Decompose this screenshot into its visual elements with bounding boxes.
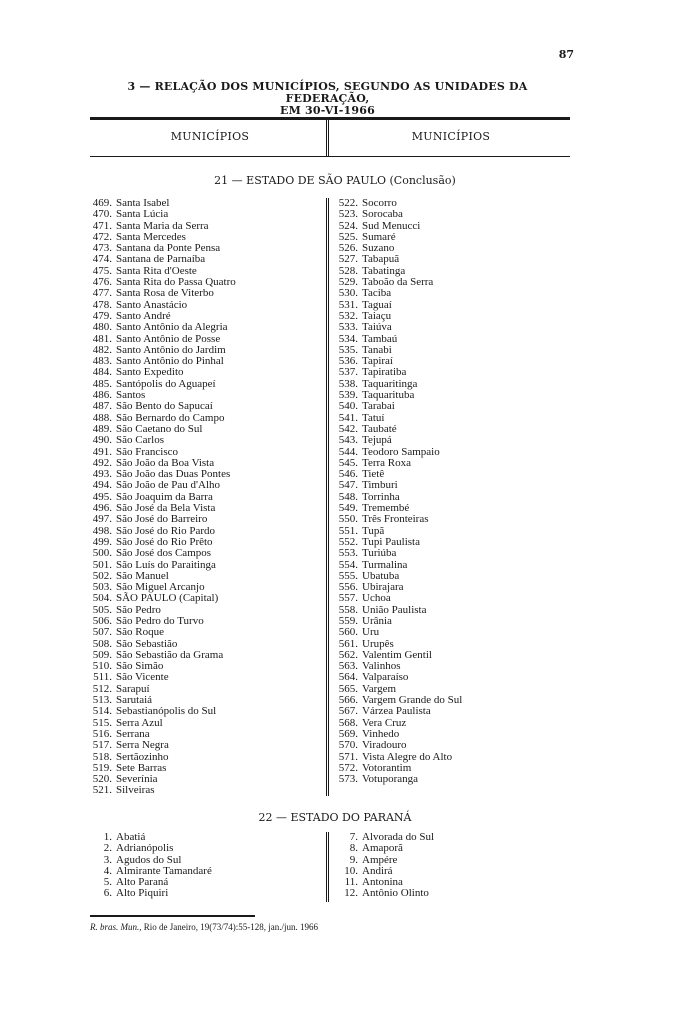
list-item-name: São Bento do Sapucaí <box>116 400 213 413</box>
list-item-name: Votuporanga <box>362 773 419 786</box>
list-item-name: São Francisco <box>116 445 179 458</box>
list-item-name: Uchoa <box>362 592 391 605</box>
list-item-name: Serrana <box>116 727 150 740</box>
list-item-name: São João de Pau d'Alho <box>116 479 221 492</box>
list-item-name: Suzano <box>362 242 395 255</box>
list-item-name: Tatuí <box>362 411 385 424</box>
parana-column-divider <box>326 832 329 902</box>
list-item-number: 481. <box>92 332 112 345</box>
list-item-name: Vargem Grande do Sul <box>362 694 463 707</box>
parana-left-list <box>84 832 212 900</box>
list-item-number: 566. <box>338 694 358 707</box>
list-item-number: 489. <box>92 422 112 435</box>
list-item-name: Santa Rita d'Oeste <box>116 264 197 277</box>
list-item-name: Terra Roxa <box>362 456 412 469</box>
list-item-name: Sarutaiá <box>116 694 153 707</box>
list-item-number: 557. <box>338 592 358 605</box>
list-item-name: Taquaritinga <box>362 377 418 390</box>
list-item-name: Torrinha <box>362 490 400 503</box>
list-item-name: São Manuel <box>116 569 169 582</box>
list-item-name: Tapiratiba <box>362 366 407 379</box>
list-item-name: Santo Antônio da Alegria <box>116 321 228 334</box>
list-item-name: Alvorada do Sul <box>362 831 435 843</box>
citation-details: Rio de Janeiro, 19(73/74):55-128, jan./jun. 1966 <box>141 922 318 932</box>
list-item-number: 493. <box>92 468 112 481</box>
list-item-number: 486. <box>92 389 112 402</box>
list-item-name: Tupi Paulista <box>362 535 420 548</box>
list-item-number: 499. <box>92 535 112 548</box>
list-item-number: 562. <box>338 648 358 661</box>
list-item-number: 478. <box>92 298 112 311</box>
list-item-number: 570. <box>338 739 358 752</box>
list-item-name: Santana da Ponte Pensa <box>116 242 221 255</box>
list-item-name: Santa Rosa de Viterbo <box>116 287 214 300</box>
list-item-number: 491. <box>92 445 112 458</box>
list-item-number: 9. <box>349 853 358 866</box>
list-item-number: 567. <box>338 705 358 718</box>
list-item-number: 527. <box>338 253 358 266</box>
list-item-name: Adrianópolis <box>116 842 174 855</box>
list-item-name: Santo Expedito <box>116 366 184 379</box>
list-item-number: 555. <box>338 569 358 582</box>
list-item-number: 541. <box>338 411 358 424</box>
sao-paulo-right-list <box>330 198 462 785</box>
list-item-number: 11. <box>344 876 358 889</box>
list-item-number: 470. <box>92 208 112 221</box>
list-item-number: 554. <box>338 558 358 571</box>
list-item-number: 505. <box>92 603 112 616</box>
list-item-number: 534. <box>338 332 358 345</box>
list-item-name: São Pedro do Turvo <box>116 614 204 627</box>
list-item-number: 7. <box>349 831 358 843</box>
list-item-number: 531. <box>338 298 358 311</box>
list-item-number: 524. <box>338 219 358 232</box>
list-item-name: São Sebastião <box>116 637 178 650</box>
list-item-name: Taubaté <box>362 422 397 435</box>
list-item-number: 5. <box>103 876 112 889</box>
list-item-name: Sud Menucci <box>362 219 421 232</box>
list-item-name: São José do Barreiro <box>116 513 208 526</box>
list-item-number: 8. <box>349 842 358 855</box>
list-item-name: Santo Antônio de Posse <box>116 332 221 345</box>
list-item-name: São José do Rio Prêto <box>116 535 213 548</box>
list-item-name: Vargem <box>362 682 397 695</box>
list-item-number: 564. <box>338 671 358 684</box>
list-item-number: 1. <box>103 831 112 843</box>
list-item-number: 559. <box>338 614 358 627</box>
table-header-rule <box>90 156 570 157</box>
list-item-number: 494. <box>92 479 112 492</box>
list-item <box>330 627 462 638</box>
list-item-number: 569. <box>338 727 358 740</box>
list-item <box>330 514 462 525</box>
parana-right-list <box>330 832 434 900</box>
list-item-name: Abatiá <box>116 831 146 843</box>
list-item-name: Severínia <box>116 773 158 786</box>
list-item-name: Urânia <box>362 614 392 627</box>
list-item-number: 530. <box>338 287 358 300</box>
list-item-number: 513. <box>92 694 112 707</box>
list-item-number: 561. <box>338 637 358 650</box>
list-item <box>330 774 462 785</box>
list-item-number: 506. <box>92 614 112 627</box>
list-item-number: 529. <box>338 276 358 289</box>
list-item-number: 492. <box>92 456 112 469</box>
list-item-name: Amaporã <box>362 842 403 855</box>
list-item-number: 517. <box>92 739 112 752</box>
list-item-name: Tremembé <box>362 502 410 515</box>
list-item-number: 10. <box>344 864 358 877</box>
list-item-name: Taiúva <box>362 321 392 334</box>
list-item-name: Taiaçu <box>362 309 392 322</box>
list-item-name: Tupã <box>362 524 385 537</box>
list-item-name: Almirante Tamandaré <box>116 864 212 877</box>
list-item-number: 476. <box>92 276 112 289</box>
list-item <box>330 888 434 899</box>
list-item-number: 565. <box>338 682 358 695</box>
list-item-number: 549. <box>338 502 358 515</box>
list-item-number: 523. <box>338 208 358 221</box>
list-item-name: Ubatuba <box>362 569 400 582</box>
citation <box>90 922 318 932</box>
list-item-name: Tapiraí <box>362 355 393 368</box>
list-item-number: 501. <box>92 558 112 571</box>
footer-rule <box>90 915 255 917</box>
list-item-number: 512. <box>92 682 112 695</box>
list-item-name: Sete Barras <box>116 761 167 774</box>
list-item-number: 502. <box>92 569 112 582</box>
citation-journal: R. bras. Mun., <box>90 922 142 932</box>
list-item-number: 548. <box>338 490 358 503</box>
list-item-name: Valinhos <box>362 660 401 673</box>
list-item-number: 484. <box>92 366 112 379</box>
list-item-name: Tarabai <box>362 400 395 413</box>
list-item-number: 12. <box>344 887 358 900</box>
list-item-name: Tejupá <box>362 434 392 447</box>
page-title-line-1: 3 — RELAÇÃO DOS MUNICÍPIOS, SEGUNDO AS UNIDADES DA FEDERAÇÃO, <box>127 80 528 105</box>
list-item-number: 563. <box>338 660 358 673</box>
list-item-name: Andirá <box>362 864 393 877</box>
list-item-name: Uru <box>362 626 380 639</box>
list-item-name: São Simão <box>116 660 164 673</box>
list-item-number: 551. <box>338 524 358 537</box>
list-item-number: 520. <box>92 773 112 786</box>
list-item-name: Tambaú <box>362 332 398 345</box>
list-item-number: 473. <box>92 242 112 255</box>
list-item-number: 500. <box>92 547 112 560</box>
list-item-name: Santa Isabel <box>116 197 170 209</box>
list-item-name: São Carlos <box>116 434 164 447</box>
list-item-name: Timburi <box>362 479 398 492</box>
list-item-name: São Pedro <box>116 603 161 616</box>
list-item-number: 552. <box>338 535 358 548</box>
list-item-number: 537. <box>338 366 358 379</box>
list-item-name: São José dos Campos <box>116 547 212 560</box>
list-item-number: 495. <box>92 490 112 503</box>
list-item-name: Silveiras <box>116 784 155 797</box>
list-item-number: 469. <box>92 197 112 209</box>
list-item-number: 490. <box>92 434 112 447</box>
list-item-number: 515. <box>92 716 112 729</box>
list-item-number: 544. <box>338 445 358 458</box>
list-item-number: 553. <box>338 547 358 560</box>
section-title-parana: 22 — ESTADO DO PARANÁ <box>258 811 412 824</box>
list-item-name: SÃO PAULO (Capital) <box>116 592 219 605</box>
list-item-name: Turmalina <box>362 558 408 571</box>
list-item-name: Santo Anastácio <box>116 298 188 311</box>
list-item-name: Vista Alegre do Alto <box>362 750 453 763</box>
list-item-name: São José da Bela Vista <box>116 502 216 515</box>
list-item-name: Várzea Paulista <box>362 705 431 718</box>
list-item-number: 485. <box>92 377 112 390</box>
list-item-name: São Miguel Arcanjo <box>116 581 205 594</box>
list-item-number: 483. <box>92 355 112 368</box>
list-item-number: 526. <box>338 242 358 255</box>
list-item-name: Valentim Gentil <box>362 648 432 661</box>
list-item-number: 556. <box>338 581 358 594</box>
list-item-name: São Joaquim da Barra <box>116 490 213 503</box>
list-item-number: 497. <box>92 513 112 526</box>
list-item-name: Valparaíso <box>362 671 409 684</box>
list-item-name: Taguaí <box>362 298 392 311</box>
list-item-number: 550. <box>338 513 358 526</box>
list-item-number: 533. <box>338 321 358 334</box>
list-item-name: Santo André <box>116 309 171 322</box>
list-item-number: 535. <box>338 343 358 356</box>
list-item-number: 6. <box>103 887 112 900</box>
list-item-number: 488. <box>92 411 112 424</box>
list-item-name: Turiúba <box>362 547 397 560</box>
page-number: 87 <box>558 48 574 61</box>
list-item-number: 538. <box>338 377 358 390</box>
list-item-number: 516. <box>92 727 112 740</box>
list-item <box>330 288 462 299</box>
list-item-number: 503. <box>92 581 112 594</box>
list-item-number: 2. <box>103 842 112 855</box>
list-item-number: 477. <box>92 287 112 300</box>
list-item-number: 508. <box>92 637 112 650</box>
list-item-name: Alto Piquiri <box>116 887 169 900</box>
list-item-name: Antonina <box>362 876 403 889</box>
list-item-name: São Luís do Paraitinga <box>116 558 216 571</box>
list-item-number: 3. <box>103 853 112 866</box>
list-item-number: 547. <box>338 479 358 492</box>
list-item-name: Santa Rita do Passa Quatro <box>116 276 236 289</box>
page-title <box>85 81 570 117</box>
list-item-number: 560. <box>338 626 358 639</box>
list-item-number: 475. <box>92 264 112 277</box>
list-item-number: 474. <box>92 253 112 266</box>
list-item-number: 510. <box>92 660 112 673</box>
list-item-name: Três Fronteiras <box>362 513 429 526</box>
list-item-name: Santópolis do Aguapeí <box>116 377 216 390</box>
list-item-name: Serra Negra <box>116 739 169 752</box>
list-item-name: Ampére <box>362 853 398 866</box>
list-item-number: 546. <box>338 468 358 481</box>
list-item-name: Santana de Parnaíba <box>116 253 206 266</box>
list-item-name: Taboão da Serra <box>362 276 434 289</box>
list-item-name: União Paulista <box>362 603 427 616</box>
list-item <box>330 401 462 412</box>
list-item-name: Tabapuã <box>362 253 400 266</box>
list-item-number: 558. <box>338 603 358 616</box>
list-item-number: 572. <box>338 761 358 774</box>
list-item-name: Sarapuí <box>116 682 150 695</box>
list-item <box>84 785 236 796</box>
list-item-number: 568. <box>338 716 358 729</box>
list-item-number: 479. <box>92 309 112 322</box>
list-item-number: 545. <box>338 456 358 469</box>
list-item-number: 573. <box>338 773 358 786</box>
list-item-number: 514. <box>92 705 112 718</box>
list-item-number: 487. <box>92 400 112 413</box>
list-item-number: 542. <box>338 422 358 435</box>
list-item-number: 540. <box>338 400 358 413</box>
list-item-name: São Bernardo do Campo <box>116 411 225 424</box>
list-item-name: Socorro <box>362 197 397 209</box>
list-item-name: Ubirajara <box>362 581 404 594</box>
list-item-number: 472. <box>92 230 112 243</box>
list-item-name: Urupês <box>362 637 394 650</box>
list-item-number: 509. <box>92 648 112 661</box>
list-item-name: Serra Azul <box>116 716 163 729</box>
list-item-name: Teodoro Sampaio <box>362 445 440 458</box>
list-item-name: Vera Cruz <box>362 716 407 729</box>
list-item-name: São João das Duas Pontes <box>116 468 231 481</box>
list-item-number: 519. <box>92 761 112 774</box>
list-item-name: Tabatinga <box>362 264 406 277</box>
section-title-sao-paulo: 21 — ESTADO DE SÃO PAULO (Conclusão) <box>214 174 456 187</box>
list-item-name: São Sebastião da Grama <box>116 648 224 661</box>
list-item-number: 521. <box>92 784 112 797</box>
list-item-name: Antônio Olinto <box>362 887 429 900</box>
list-item-name: Viradouro <box>362 739 407 752</box>
list-item-name: São João da Boa Vista <box>116 456 215 469</box>
list-item-name: Sumaré <box>362 230 396 243</box>
list-item-number: 543. <box>338 434 358 447</box>
column-header-right: MUNICÍPIOS <box>411 130 491 143</box>
list-item-number: 518. <box>92 750 112 763</box>
list-item-number: 498. <box>92 524 112 537</box>
list-item-name: Taciba <box>362 287 392 300</box>
list-item-number: 536. <box>338 355 358 368</box>
list-item-number: 482. <box>92 343 112 356</box>
list-item-name: Alto Paraná <box>116 876 169 889</box>
list-item-number: 528. <box>338 264 358 277</box>
list-item-name: Taquarituba <box>362 389 415 402</box>
list-item-number: 539. <box>338 389 358 402</box>
list-item-name: Santo Antônio do Jardim <box>116 343 226 356</box>
list-item-name: Santa Maria da Serra <box>116 219 209 232</box>
list-item-name: Santo Antônio do Pinhal <box>116 355 224 368</box>
list-item-name: São Roque <box>116 626 164 639</box>
sao-paulo-column-divider <box>326 198 329 796</box>
list-item-name: Votorantim <box>362 761 412 774</box>
list-item-name: Tietê <box>362 468 385 481</box>
list-item-name: Vinhedo <box>362 727 400 740</box>
list-item-number: 504. <box>92 592 112 605</box>
list-item-name: São José do Rio Pardo <box>116 524 215 537</box>
column-header-left: MUNICÍPIOS <box>170 130 250 143</box>
list-item-number: 480. <box>92 321 112 334</box>
list-item-number: 4. <box>103 864 112 877</box>
list-item-name: Sertãozinho <box>116 750 169 763</box>
list-item-name: Sorocaba <box>362 208 403 221</box>
list-item-number: 571. <box>338 750 358 763</box>
list-item-number: 507. <box>92 626 112 639</box>
sao-paulo-left-list <box>84 198 236 797</box>
list-item <box>84 888 212 899</box>
list-item-number: 496. <box>92 502 112 515</box>
list-item-name: São Caetano do Sul <box>116 422 203 435</box>
page-title-line-2: EM 30-VI-1966 <box>280 104 375 117</box>
list-item-name: São Vicente <box>116 671 169 684</box>
list-item-name: Santa Mercedes <box>116 230 186 243</box>
list-item-name: Tanabi <box>362 343 392 356</box>
list-item-name: Agudos do Sul <box>116 853 182 866</box>
list-item-number: 471. <box>92 219 112 232</box>
table-top-rule <box>90 117 570 120</box>
list-item-number: 522. <box>338 197 358 209</box>
list-item-number: 525. <box>338 230 358 243</box>
list-item-name: Santos <box>116 389 146 402</box>
list-item-number: 532. <box>338 309 358 322</box>
list-item-name: Sebastianópolis do Sul <box>116 705 217 718</box>
column-header-divider <box>326 119 329 156</box>
list-item-name: Santa Lúcia <box>116 208 169 221</box>
list-item-number: 511. <box>93 671 112 684</box>
